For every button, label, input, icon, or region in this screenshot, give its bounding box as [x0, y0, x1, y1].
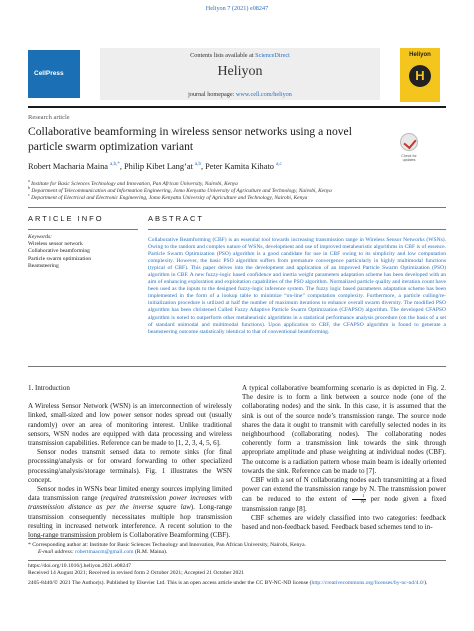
author-marks[interactable]: a,b	[194, 162, 201, 168]
keyword-item: Beamsteering	[28, 262, 59, 269]
keyword-item: Particle swarm optimization	[28, 255, 92, 262]
journal-homepage: journal homepage: www.cell.com/heliyon	[188, 91, 292, 98]
journal-citation[interactable]: Heliyon 7 (2021) e08247	[205, 5, 269, 12]
received-dates: Received 14 August 2021; Received in revised form 2 October 2021; Accepted 21 October 2021	[28, 570, 244, 576]
author-name[interactable]: Philip Kibet Lang’at	[124, 162, 193, 171]
corresponding-author-note: * Corresponding author at: Institute for Basic Sciences Technology and Innovation, Pan African University, Nairobi, Kenya.	[28, 542, 306, 548]
affiliation-divider	[28, 207, 446, 208]
article-title: Collaborative beamforming in wireless sensor networks using a novel particle swarm optimization variant	[28, 125, 352, 153]
keywords	[28, 234, 138, 270]
license-text: 2405-8440/© 2021 The Author(s). Published by Elsevier Ltd. This is an open access article under the CC BY-NC-ND license (http://creativecommons.org/licenses/by-nc-nd/4.0/).	[28, 580, 428, 586]
fraction: $\frac{1}{\text{N²}}$	[352, 494, 366, 505]
email-line: E-mail address: robertmaacm@gmail.com (R.M. Maina).	[38, 549, 168, 555]
homepage-link[interactable]: www.cell.com/heliyon	[235, 91, 292, 98]
abstract-end-divider	[28, 366, 446, 367]
affiliation: $^a$ Institute for Basic Sciences Technology and Innovation, Pan African University, Nairobi, Kenya	[28, 178, 238, 187]
sciencedirect-link[interactable]: ScienceDirect	[255, 52, 290, 59]
email-link[interactable]: robertmaacm@gmail.com	[75, 549, 134, 555]
keyword-item: Wireless sensor network	[28, 241, 83, 248]
article-info-divider	[28, 229, 138, 230]
article-type: Research article	[28, 114, 70, 121]
keyword-item: Collaborative beamforming	[28, 248, 90, 255]
paragraph: CBF with a set of N collaborating nodes each transmitting at a fixed power can extend the transmission range by N. The transmission power can be reduced to the extent of $\frac{1}{\text{N²}}$ per node given a fixed transmission range [8].	[242, 476, 446, 514]
check-for-updates-icon[interactable]	[400, 133, 418, 151]
section-heading: 1. Introduction	[28, 384, 70, 392]
footer-divider	[28, 560, 446, 561]
abstract-text: Collaborative Beamforming (CBF) is an essential tool towards increasing transmission range in Wireless Sensor Networks (WSNs). Owing to the random and complex nature of WSNs, development and use of improved metaheuristic algorithms in CBF is of essence. Particle Swarm Optimization (PSO) algorithm is a good candidate for use in CBF owing to its simplicity and low computation complexity. However, the basic PSO algorithm suffers from premature convergence particularly in highly multimodal functions (typical of CBF). This paper delves into the development and application of an improved Particle Swarm Optimization (PSO) algorithm in CBF. A new fuzzy-logic based confidence and inertia weight parameters adaptation scheme has been developed with an aim of enhancing exploration and exploitation capabilities of the PSO algorithm. Normalized particle quality and iteration count have been used as the inputs to the designed fuzzy-logic inference system. The fuzzy logic based parameters adaptation scheme has been implemented in the form of a lookup table to minimize “on-line” computation complexity. Furthermore, a particle culling/re-initialization procedure is utilized at half the number of maximum iterations to enhance overall swarm diversity. The modified PSO algorithm has been christened Culled Fuzzy Adaptive Particle Swarm Optimization (CFAPSO) algorithm. The developed CFAPSO algorithm is noted to outperform other metaheuristic algorithms in a statistical performance analysis procedure (on the basis of a set of standard unimodal and multimodal functions). Upon application to CBF, the CFAPSO algorithm is found to generate a beamsteering outcome statistically identical to that of conventional beamforming.	[148, 237, 446, 335]
license-link[interactable]: http://creativecommons.org/licenses/by-nc-nd/4.0/	[311, 580, 425, 586]
journal-name: Heliyon	[217, 64, 263, 79]
author-list: Robert Macharia Maina $^{a,b,*}$, Philip Kibet Lang’at $^{a,b}$, Peter Kamita Kihato $^{a,c}$	[28, 162, 282, 171]
journal-cover[interactable]	[400, 48, 440, 102]
affiliation: $^c$ Department of Electrical and Electronic Engineering, Jomo Kenyatta University of Agriculture and Technology, Nairobi, Kenya	[28, 192, 308, 201]
cover-title: Heliyon	[409, 52, 431, 58]
affiliation: $^b$ Department of Telecommunication and Information Engineering, Jomo Kenyatta University of Agriculture and Technology, Nairobi, Kenya	[28, 185, 332, 194]
author-marks[interactable]: a,c	[276, 162, 282, 168]
author-marks[interactable]: a,b,*	[110, 162, 120, 168]
author-name[interactable]: Robert Macharia Maina	[28, 162, 108, 171]
header-divider	[28, 106, 446, 108]
article-info-heading: ARTICLE INFO	[28, 214, 104, 223]
body-left-column	[28, 384, 232, 540]
paragraph: Sensor nodes in WSNs bear limited energy sources implying limited data transmission range (required transmission power increases with transmission distance as per the inverse square law). Long-range transmission consequently necessitates multiple hop transmission resulting in increased network interference. A recent solution to the long-range transmission problem is Collaborative Beamforming (CBF).	[28, 485, 232, 540]
abstract-divider	[148, 229, 446, 230]
cover-logo-icon: H	[409, 65, 431, 87]
body-right-column	[242, 384, 446, 533]
keywords-title: Keywords:	[28, 234, 53, 240]
cellpress-logo	[28, 50, 80, 98]
contents-line: Contents lists available at ScienceDirect	[190, 52, 290, 59]
paragraph: Sensor nodes transmit sensed data to remote sinks (for final processing/analysis or for onward forwarding to other specialized processing/analysis/storage terminals). Fig. 1 illustrates the WSN concept.	[28, 448, 232, 484]
cellpress-logo-text: CellPress	[34, 70, 64, 77]
paragraph: CBF schemes are widely classified into two categories: feedback based and non-feedback based. Feedback based schemes tend to in-	[242, 514, 446, 532]
footnote-divider	[28, 538, 98, 539]
doi-link[interactable]: https://doi.org/10.1016/j.heliyon.2021.e08247	[28, 563, 131, 569]
paragraph: A typical collaborative beamforming scenario is as depicted in Fig. 2. The desire is to form a link between a source node (one of the collaborating nodes) and the sink. In this case, it is assumed that the sink is out of the source node’s transmission range. The source node shares the data it ought to transmit with carefully selected nodes in its neighbourhood (collaborating nodes). The collaborating nodes coherently form a transmission link towards the sink through appropriate amplitude and phase weighting at individual nodes (CBF). The outcome is a radiation pattern whose main beam is ideally oriented towards the sink. Reference can be made to [7].	[242, 384, 446, 475]
check-for-updates-label: Check for updates	[401, 154, 417, 163]
author-name[interactable]: Peter Kamita Kihato	[205, 162, 274, 171]
paragraph: A Wireless Sensor Network (WSN) is an interconnection of wirelessly linked, small-sized and low power sensor nodes spread out (usually randomly) over an area of monitoring interest. Unlike traditional sensors, WSN nodes are equipped with data processing and wireless transmission capabilities. Reference can be made to [1, 2, 3, 4, 5, 6].	[28, 402, 232, 448]
abstract-heading: ABSTRACT	[148, 214, 205, 223]
